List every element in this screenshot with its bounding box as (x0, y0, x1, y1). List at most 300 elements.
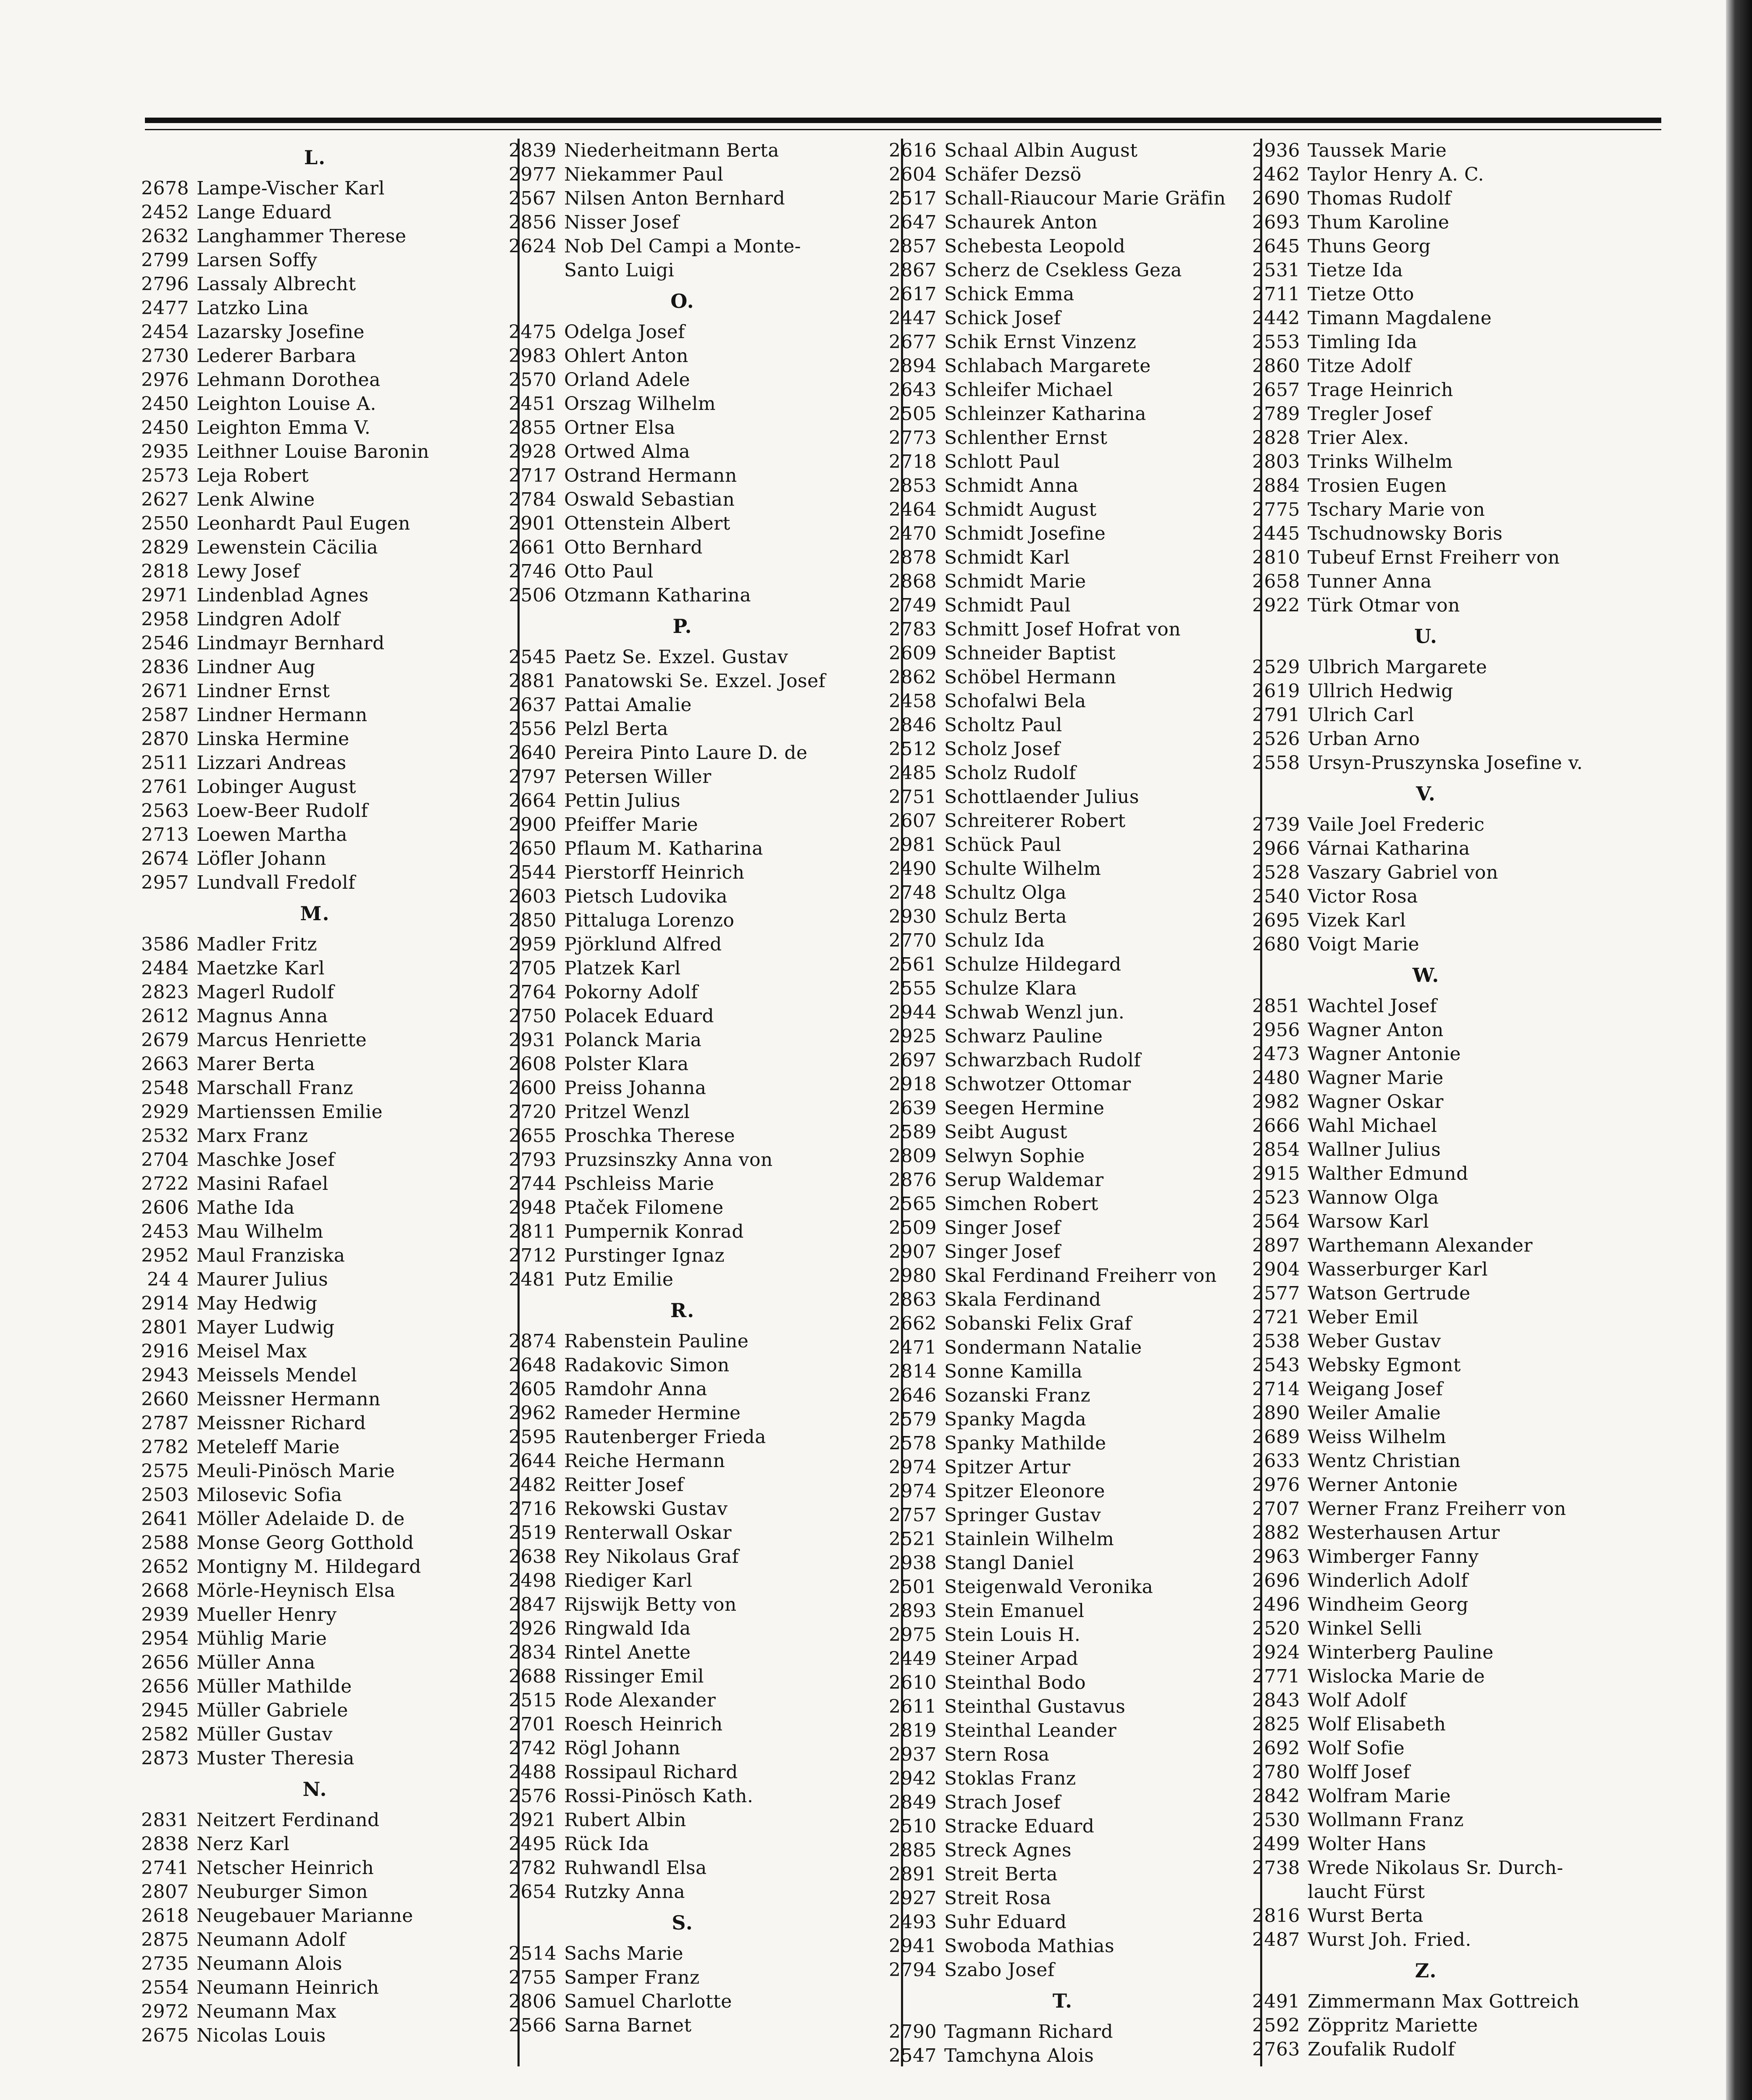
directory-entry (494, 813, 872, 837)
entry-name: Schwotzer Ottomar (944, 1074, 1131, 1095)
entry-number: 2521 (889, 1528, 937, 1550)
entry-number: 2577 (1252, 1283, 1300, 1304)
directory-entry (1237, 727, 1615, 751)
entry-number: 2529 (1252, 656, 1300, 678)
entry-number: 2891 (889, 1864, 937, 1885)
directory-entry (1237, 1497, 1615, 1521)
entry-number: 2528 (1252, 862, 1300, 883)
entry-name: Mühlig Marie (197, 1628, 327, 1649)
entry-number: 2582 (141, 1724, 189, 1745)
directory-entry (1237, 1018, 1615, 1042)
entry-number: 2928 (509, 441, 557, 462)
entry-number: 2789 (1252, 403, 1300, 425)
directory-entry (494, 932, 872, 956)
directory-entry (874, 617, 1252, 641)
entry-name: Taussek Marie (1308, 140, 1447, 161)
entry-name: Lenk Alwine (197, 489, 315, 510)
entry-name: Winterberg Pauline (1308, 1642, 1494, 1663)
entry-name: Lindenblad Agnes (197, 585, 369, 606)
entry-number: 2547 (889, 2045, 937, 2066)
entry-number: 2744 (509, 1173, 557, 1194)
section-letter-heading: S. (672, 1911, 693, 1934)
entry-number: 2780 (1252, 1761, 1300, 1783)
entry-number: 2517 (889, 188, 937, 209)
entry-number: 2801 (141, 1317, 189, 1338)
entry-number: 2831 (141, 1809, 189, 1831)
entry-number: 2942 (889, 1768, 937, 1789)
entry-name: Nerz Karl (197, 1833, 290, 1855)
entry-number: 2638 (509, 1546, 557, 1567)
directory-entry (126, 1579, 504, 1603)
entry-number: 2922 (1252, 595, 1300, 616)
entry-number: 2935 (141, 441, 189, 462)
entry-name: Schulte Wilhelm (944, 858, 1101, 879)
entry-number: 2873 (141, 1748, 189, 1769)
directory-entry (126, 607, 504, 631)
entry-number: 2656 (141, 1676, 189, 1697)
entry-number: 2735 (141, 1953, 189, 1974)
entry-name: Tschudnowsky Boris (1308, 523, 1503, 544)
directory-entry (874, 163, 1252, 186)
entry-name: Lizzari Andreas (197, 752, 347, 774)
directory-entry (874, 1862, 1252, 1886)
directory-entry (874, 1431, 1252, 1455)
entry-number: 2548 (141, 1077, 189, 1099)
entry-number: 2452 (141, 202, 189, 223)
entry-number: 2814 (889, 1361, 937, 1382)
directory-entry (1237, 1593, 1615, 1617)
entry-name: Wasserburger Karl (1308, 1259, 1488, 1280)
entry-number: 2648 (509, 1354, 557, 1376)
directory-entry (1237, 655, 1615, 679)
entry-number: 2475 (509, 321, 557, 343)
entry-name: Schneider Baptist (944, 643, 1116, 664)
section-letter-heading: P. (672, 615, 693, 638)
entry-number: 2900 (509, 814, 557, 835)
directory-entry (126, 392, 504, 416)
entry-name: Sachs Marie (564, 1943, 683, 1964)
entry-number: 2712 (509, 1245, 557, 1266)
entry-name: Rissinger Emil (564, 1666, 704, 1687)
entry-number: 2944 (889, 1002, 937, 1023)
entry-name: Latzko Lina (197, 297, 309, 319)
entry-number: 2589 (889, 1121, 937, 1143)
entry-number: 2563 (141, 800, 189, 822)
entry-number: 2874 (509, 1331, 557, 1352)
entry-name: Schleifer Michael (944, 379, 1113, 401)
entry-number: 2661 (509, 537, 557, 558)
directory-entry (126, 344, 504, 368)
directory-entry (126, 1292, 504, 1315)
entry-name: Neuburger Simon (197, 1881, 368, 1903)
directory-entry (494, 163, 872, 186)
entry-number: 2501 (889, 1576, 937, 1598)
directory-entry (1237, 1401, 1615, 1425)
entry-name: Lewy Josef (197, 561, 300, 582)
directory-entry (126, 847, 504, 871)
entry-number: 2617 (889, 284, 937, 305)
entry-name: Simchen Robert (944, 1193, 1098, 1215)
entry-name: Rögl Johann (564, 1738, 680, 1759)
entry-number: 2945 (141, 1700, 189, 1721)
entry-number: 2611 (889, 1696, 937, 1717)
directory-entry (126, 727, 504, 751)
entry-number: 2976 (141, 369, 189, 391)
directory-entry (1237, 354, 1615, 378)
directory-entry (1237, 1760, 1615, 1784)
entry-number: 2575 (141, 1460, 189, 1482)
entry-number: 2750 (509, 1005, 557, 1027)
entry-name: Pettin Julius (564, 790, 680, 811)
directory-entry (874, 905, 1252, 929)
directory-entry (494, 1832, 872, 1856)
entry-number: 2794 (889, 1959, 937, 1981)
directory-entry (1237, 1186, 1615, 1210)
entry-name: Lindgren Adolf (197, 609, 340, 630)
entry-number: 2856 (509, 212, 557, 233)
entry-name: Rintel Anette (564, 1642, 691, 1663)
directory-entry (874, 426, 1252, 450)
directory-entry (1237, 1114, 1615, 1138)
directory-entry (126, 1076, 504, 1100)
entry-name: Pschleiss Marie (564, 1173, 714, 1194)
entry-number: 2632 (141, 226, 189, 247)
entry-number: 2783 (889, 619, 937, 640)
directory-entry (1237, 813, 1615, 837)
directory-entry (126, 932, 504, 956)
entry-number: 2587 (141, 704, 189, 726)
entry-number: 2924 (1252, 1642, 1300, 1663)
entry-number: 2609 (889, 643, 937, 664)
directory-entry (126, 655, 504, 679)
entry-name: Steinthal Leander (944, 1720, 1117, 1741)
entry-name: Müller Gabriele (197, 1700, 348, 1721)
entry-number: 2555 (889, 978, 937, 999)
entry-number: 2927 (889, 1887, 937, 1909)
entry-number: 2570 (509, 369, 557, 391)
entry-number: 2450 (141, 393, 189, 415)
directory-entry (874, 761, 1252, 785)
directory-entry (874, 1647, 1252, 1671)
entry-name: Lindner Aug (197, 656, 315, 678)
directory-entry (126, 871, 504, 895)
directory-entry (874, 1360, 1252, 1383)
directory-entry (494, 741, 872, 765)
entry-name: Schwab Wenzl jun. (944, 1002, 1125, 1023)
directory-entry (126, 1531, 504, 1555)
directory-entry (874, 737, 1252, 761)
directory-entry (874, 1240, 1252, 1264)
directory-entry (874, 1455, 1252, 1479)
entry-name: Reitter Josef (564, 1474, 684, 1496)
entry-number: 2943 (141, 1365, 189, 1386)
directory-entry (1237, 1425, 1615, 1449)
directory-entry (874, 1120, 1252, 1144)
entry-number: 2718 (889, 451, 937, 472)
entry-name: Pjörklund Alfred (564, 934, 722, 955)
directory-entry (874, 1743, 1252, 1767)
directory-entry (1237, 679, 1615, 703)
directory-entry (1237, 1641, 1615, 1664)
entry-name: Skal Ferdinand Freiherr von (944, 1265, 1217, 1286)
entry-number: 2480 (1252, 1067, 1300, 1089)
entry-number: 2742 (509, 1738, 557, 1759)
entry-number: 2640 (509, 742, 557, 764)
entry-number: 2925 (889, 1026, 937, 1047)
directory-entry (126, 1880, 504, 1904)
entry-name: Rode Alexander (564, 1690, 716, 1711)
directory-entry (126, 956, 504, 980)
directory-entry (874, 1024, 1252, 1048)
directory-entry (494, 693, 872, 717)
entry-number: 2897 (1252, 1235, 1300, 1256)
directory-entry (874, 1336, 1252, 1360)
directory-entry (874, 641, 1252, 665)
entry-number: 2503 (141, 1484, 189, 1506)
directory-entry (874, 1599, 1252, 1623)
directory-entry (874, 953, 1252, 976)
entry-name: Selwyn Sophie (944, 1145, 1085, 1167)
entry-name: Müller Gustav (197, 1724, 333, 1745)
directory-entry (1237, 1808, 1615, 1832)
entry-name: Voigt Marie (1308, 934, 1420, 955)
directory-entry (126, 1148, 504, 1172)
entry-name: Otzmann Katharina (564, 585, 751, 606)
directory-entry (874, 1790, 1252, 1814)
directory-entry (494, 139, 872, 163)
entry-name: Ringwald Ida (564, 1618, 691, 1639)
entry-name: Streit Berta (944, 1864, 1058, 1885)
entry-number: 2526 (1252, 728, 1300, 750)
directory-entry (494, 1497, 872, 1521)
directory-entry (126, 416, 504, 440)
entry-number: 2471 (889, 1337, 937, 1358)
entry-number: 2612 (141, 1005, 189, 1027)
entry-number: 2981 (889, 834, 937, 856)
entry-name: Larsen Soffy (197, 249, 318, 271)
entry-number: 2607 (889, 810, 937, 832)
entry-number: 2956 (1252, 1019, 1300, 1041)
entry-number: 2512 (889, 738, 937, 760)
entry-name: Rossi-Pinösch Kath. (564, 1785, 754, 1807)
entry-name: Pokorny Adolf (564, 982, 698, 1003)
section-letter-heading: T. (1052, 1990, 1073, 2012)
directory-entry (1237, 1832, 1615, 1856)
directory-entry (1237, 1569, 1615, 1593)
entry-name: Trier Alex. (1308, 427, 1409, 449)
entry-number: 2606 (141, 1197, 189, 1218)
entry-name: Windheim Georg (1308, 1594, 1469, 1615)
entry-number: 2722 (141, 1173, 189, 1194)
entry-name: Leja Robert (197, 465, 309, 486)
directory-entry (494, 1196, 872, 1220)
directory-entry (126, 1459, 504, 1483)
directory-entry (126, 512, 504, 536)
entry-name: Wagner Antonie (1308, 1043, 1461, 1065)
entry-number: 2641 (141, 1508, 189, 1530)
entry-name: Rutzky Anna (564, 1881, 686, 1903)
entry-number: 2573 (141, 465, 189, 486)
entry-name: Pelzl Berta (564, 718, 668, 740)
entry-name: May Hedwig (197, 1293, 318, 1314)
entry-name: Trinks Wilhelm (1308, 451, 1453, 472)
entry-name: Neumann Adolf (197, 1929, 346, 1950)
directory-entry (1237, 1305, 1615, 1329)
directory-entry (874, 881, 1252, 905)
entry-number: 2977 (509, 164, 557, 185)
entry-name: Renterwall Oskar (564, 1522, 732, 1544)
entry-number: 2515 (509, 1690, 557, 1711)
directory-entry (1237, 1664, 1615, 1688)
entry-name: Stein Emanuel (944, 1600, 1085, 1622)
top-rule (145, 118, 1661, 123)
directory-entry (1237, 908, 1615, 932)
entry-name: Nilsen Anton Bernhard (564, 188, 785, 209)
entry-number: 2656 (141, 1652, 189, 1673)
directory-entry (874, 689, 1252, 713)
directory-entry (494, 416, 872, 440)
directory-entry (126, 272, 504, 296)
entry-number: 2490 (889, 858, 937, 879)
entry-name: Montigny M. Hildegard (197, 1556, 421, 1578)
directory-entry (1237, 1617, 1615, 1641)
directory-entry (1237, 258, 1615, 282)
directory-entry (494, 1377, 872, 1401)
entry-name: Radakovic Simon (564, 1354, 730, 1376)
entry-number: 2816 (1252, 1905, 1300, 1927)
directory-entry (126, 440, 504, 464)
directory-entry (1237, 1473, 1615, 1497)
entry-name: Sondermann Natalie (944, 1337, 1142, 1358)
entry-name: Möller Adelaide D. de (197, 1508, 405, 1530)
entry-name: Werner Antonie (1308, 1474, 1458, 1496)
entry-name: Spitzer Artur (944, 1457, 1071, 1478)
entry-number: 2948 (509, 1197, 557, 1218)
directory-entry (874, 1216, 1252, 1240)
entry-name: Rabenstein Pauline (564, 1331, 749, 1352)
entry-name: Zimmermann Max Gottreich (1308, 1991, 1579, 2012)
entry-name: Paetz Se. Exzel. Gustav (564, 646, 788, 668)
entry-name: Pittaluga Lorenzo (564, 910, 735, 931)
entry-name: Rubert Albin (564, 1809, 686, 1831)
entry-name: Schulze Klara (944, 978, 1077, 999)
directory-column-1 (126, 139, 504, 2071)
entry-name: Leighton Louise A. (197, 393, 376, 415)
entry-name: Wagner Oskar (1308, 1091, 1444, 1113)
entry-number: 2717 (509, 465, 557, 486)
directory-entry (1237, 861, 1615, 885)
entry-name: Ptaček Filomene (564, 1197, 724, 1218)
entry-number: 2849 (889, 1792, 937, 1813)
section-letter-heading: R. (670, 1299, 695, 1322)
entry-name: Spitzer Eleonore (944, 1480, 1105, 1502)
entry-name: Meissner Hermann (197, 1389, 381, 1410)
directory-entry (126, 1028, 504, 1052)
directory-entry (126, 1387, 504, 1411)
entry-name: Steigenwald Veronika (944, 1576, 1153, 1598)
entry-name: Roesch Heinrich (564, 1714, 723, 1735)
entry-name: Magerl Rudolf (197, 982, 334, 1003)
entry-name: Tagmann Richard (944, 2021, 1114, 2042)
entry-name: Wolf Adolf (1308, 1690, 1406, 1711)
directory-entry (874, 1264, 1252, 1288)
directory-entry (1237, 1904, 1615, 1928)
entry-number: 2696 (1252, 1570, 1300, 1591)
directory-entry (874, 785, 1252, 809)
entry-name: Neugebauer Marianne (197, 1905, 413, 1927)
entry-name: Polster Klara (564, 1053, 689, 1075)
entry-number: 2499 (1252, 1833, 1300, 1855)
entry-number: 2936 (1252, 140, 1300, 161)
top-rule-thin (145, 129, 1661, 130)
directory-entry (1237, 1688, 1615, 1712)
entry-number: 2954 (141, 1628, 189, 1649)
directory-entry (494, 1353, 872, 1377)
directory-entry (494, 488, 872, 512)
entry-name: Santo Luigi (564, 260, 675, 281)
entry-name: Schreiterer Robert (944, 810, 1126, 832)
entry-number: 2679 (141, 1029, 189, 1051)
entry-name: Lampe-Vischer Karl (197, 178, 385, 199)
entry-number: 2544 (509, 862, 557, 883)
entry-name: Mueller Henry (197, 1604, 337, 1625)
entry-number: 2462 (1252, 164, 1300, 185)
directory-entry (874, 665, 1252, 689)
entry-number: 2846 (889, 714, 937, 736)
entry-number: 2972 (141, 2001, 189, 2022)
directory-entry (1237, 1545, 1615, 1569)
entry-number: 2739 (1252, 814, 1300, 835)
directory-entry (494, 1425, 872, 1449)
entry-name: Maetzke Karl (197, 958, 325, 979)
directory-entry (494, 1880, 872, 1904)
entry-number: 2862 (889, 667, 937, 688)
directory-entry (494, 789, 872, 813)
entry-name: Schmidt Paul (944, 595, 1071, 616)
entry-number: 2749 (889, 595, 937, 616)
entry-number: 2458 (889, 690, 937, 712)
entry-name: Marer Berta (197, 1053, 315, 1075)
directory-entry (126, 1832, 504, 1856)
entry-number: 2493 (889, 1911, 937, 1933)
entry-number: 2782 (509, 1857, 557, 1879)
directory-column-3 (874, 139, 1252, 2071)
directory-entry (126, 1698, 504, 1722)
entry-number: 2963 (1252, 1546, 1300, 1567)
directory-entry (494, 1856, 872, 1880)
directory-entry (1237, 186, 1615, 210)
entry-name: Leonhardt Paul Eugen (197, 513, 410, 534)
entry-name: Scherz de Csekless Geza (944, 260, 1182, 281)
directory-entry (874, 1719, 1252, 1743)
directory-entry (126, 1196, 504, 1220)
directory-entry (126, 536, 504, 559)
directory-entry (874, 833, 1252, 857)
directory-entry (874, 929, 1252, 953)
entry-number: 2784 (509, 489, 557, 510)
entry-number: 2668 (141, 1580, 189, 1601)
entry-name: Scholtz Paul (944, 714, 1062, 736)
directory-entry (874, 1695, 1252, 1719)
entry-name: Ostrand Hermann (564, 465, 737, 486)
entry-name: Ohlert Anton (564, 345, 688, 367)
entry-name: Streck Agnes (944, 1840, 1072, 1861)
entry-number: 2763 (1252, 2039, 1300, 2060)
directory-entry (494, 837, 872, 861)
entry-name: Pietsch Ludovika (564, 886, 728, 907)
entry-name: Sobanski Felix Graf (944, 1313, 1132, 1334)
entry-name: Wagner Marie (1308, 1067, 1444, 1089)
